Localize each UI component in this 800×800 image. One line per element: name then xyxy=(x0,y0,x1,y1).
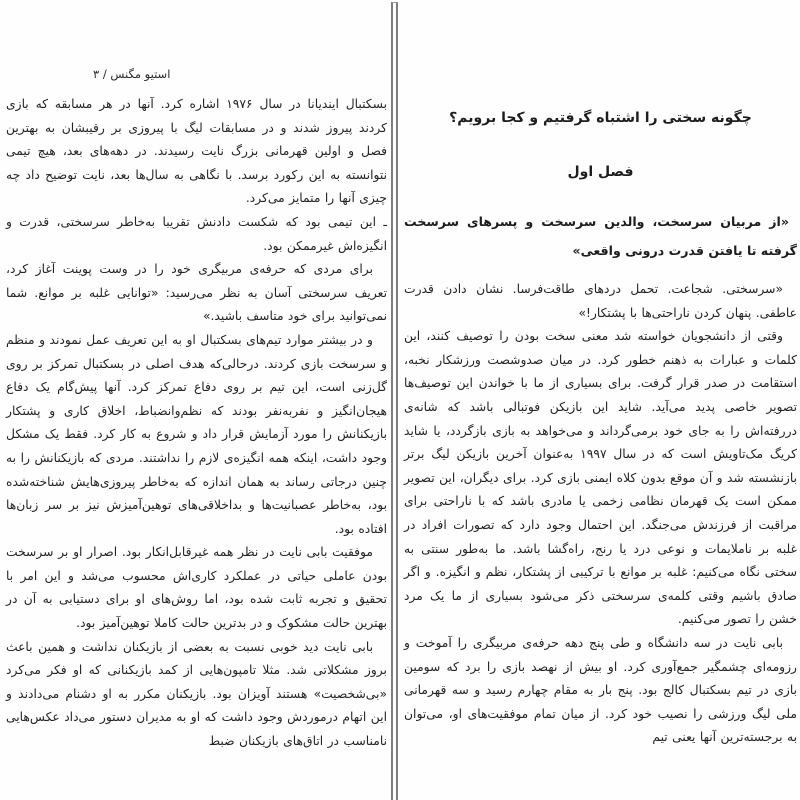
spine-divider-lines xyxy=(391,2,398,800)
paragraph: و در بیشتر موارد تیم‌های بسکتبال او به این تعریف عمل نمودند و منظم و سرسخت بازی کردند. درحالی‌که هدف اصلی در بسکتبال تمرکز بر روی گل‌زنی است، این تیم بر روی دفاع تمرکز کرد. آنها پیش‌گام یک دفاع هیجان‌انگیز و نفربه‌نفر بودند که نظم‌وانضباط، اخلاق کاری و پشتکار بازیکنانش را مورد آزمایش قرار داد و شروع به کار کرد. فقط یک مشکل وجود داشت، اینکه همه انگیزه‌ی لازم را نداشتند. مردی که بازیکنانش را به چنین درجاتی رساند به همان اندازه که به‌خاطر پیروزی‌هایش شناخته‌شده بود، به‌خاطر عصبانیت‌ها و بداخلاقی‌های توهین‌آمیزش نیز بر سر زبان‌ها افتاده بود. xyxy=(6,332,387,536)
chapter-heading: فصل اول xyxy=(567,163,634,180)
right-page-text xyxy=(404,207,797,750)
paragraph: بسکتبال ایندیانا در سال ۱۹۷۶ اشاره کرد. آنها در هر مسابقه که بازی کردند پیروز شدند و در مسابقات لیگ با پیروزی بر رقیبشان به بهترین فصل و اولین قهرمانی بزرگ نایت رسیدند. در دهه‌های بعد، هیچ تیمی نتوانسته به این رکورد برسد. با نگاهی به سال‌ها بعد، نایت توضیح داد چه چیزی آنها را متمایز می‌کرد. xyxy=(6,97,387,206)
epigraph-quote: «از مربیان سرسخت، والدین سرسخت و پسرهای سرسخت گرفته تا یافتن قدرت درونی واقعی» xyxy=(404,214,797,258)
paragraph: وقتی از دانشجویان خواسته شد معنی سخت بودن را توصیف کنند، این کلمات و عبارات به ذهنم خطور کرد. در میان صدوشصت ورزشکار نخبه، استقامت در صدر قرار گرفت. برای بسیاری از ما با خواندن این توصیف‌ها تصویر خاصی پدید می‌آید. شاید این بازیکن فوتبالی باشد که شانه‌ی دررفته‌اش را به جای خود برمی‌گرداند و می‌خواهد به بازی بازگردد، یا شاید کریگ مک‌تاویش است که در سال ۱۹۹۷ به‌عنوان آخرین بازیکن لیگ برتر بازنشسته شد و آن موقع بدون کلاه ایمنی بازی کرد. برای دیگران، این تصویر ممکن است یک قهرمان نظامی زخمی یا مادری باشد که با ناراحتی برای مراقبت از فرزندش می‌جنگد. این احتمال وجود دارد که تصورات افراد در غلبه بر ناملایمات و نوعی درد یا رنج، راه‌گشا باشد. ما به‌طور سنتی به سختی نگاه می‌کنیم: غلبه بر موانع با ترکیبی از پشتکار، نظم و انگیزه. و اگر صادق باشیم وقتی کلمه‌ی سرسختی ذکر می‌شود بسیاری از ما یک مرد خشن را تصور می‌کنیم. xyxy=(404,329,797,627)
left-page-text xyxy=(6,93,387,754)
paragraph: بابی نایت دید خوبی نسبت به بعضی از بازیکنان نداشت و همین باعث بروز مشکلاتی شد. مثلا تامپون‌هایی از کمد بازیکنانی که او فکر می‌کرد «بی‌شخصیت» هستند آویزان بود. بازیکنان مکرر به او دشنام می‌دادند و این اتهام درموردش وجود داشت که او به مدیران دستور می‌داد عکس‌هایی نامناسب در اتاق‌های بازیکنان ضبط xyxy=(6,639,387,749)
running-header: استیو مگنس / ۳ xyxy=(93,67,171,81)
chapter-subtitle: چگونه سختی را اشتباه گرفتیم و کجا برویم؟ xyxy=(449,110,752,127)
paragraph: بابی نایت در سه دانشگاه و طی پنج دهه حرفه‌ی مربیگری را آموخت و رزومه‌ای چشمگیر جمع‌آوری کرد. او بیش از نهصد بازی را برد که سومین بازی در تیم بسکتبال کالج بود. پنج بار به مقام چهارم رسید و سه قهرمانی ملی لیگ ورزشی را نصیب خود کرد. از میان تمام موفقیت‌های او، می‌توان به برجسته‌ترین آنها یعنی تیم xyxy=(404,635,797,745)
paragraph: «سرسختی. شجاعت. تحمل دردهای طاقت‌فرسا. نشان دادن قدرت عاطفی. پنهان کردن ناراحتی‌ها با پشتکار!» xyxy=(404,282,797,320)
dialogue-paragraph: ـ این تیمی بود که شکست دادنش تقریبا به‌خاطر سرسختی، قدرت و انگیزه‌اش غیرممکن بود. xyxy=(6,214,387,253)
paragraph: موفقیت بابی نایت در نظر همه غیرقابل‌انکار بود. اصرار او بر سرسخت بودن عاملی حیاتی در عملکرد کاری‌اش محسوب می‌شد و این امر با تحقیق و تجربه ثابت شده بود، اما روش‌های او برای دستیابی به آن در بهترین حالت مشکوک و در بدترین حالت کاملا توهین‌آمیز بود. xyxy=(6,545,387,631)
paragraph: برای مردی که حرفه‌ی مربیگری خود را در وست پوینت آغاز کرد، تعریف سرسختی آسان به نظر می‌رسید: «توانایی غلبه بر موانع. شما نمی‌توانید برای خود متاسف باشید.» xyxy=(6,262,387,324)
